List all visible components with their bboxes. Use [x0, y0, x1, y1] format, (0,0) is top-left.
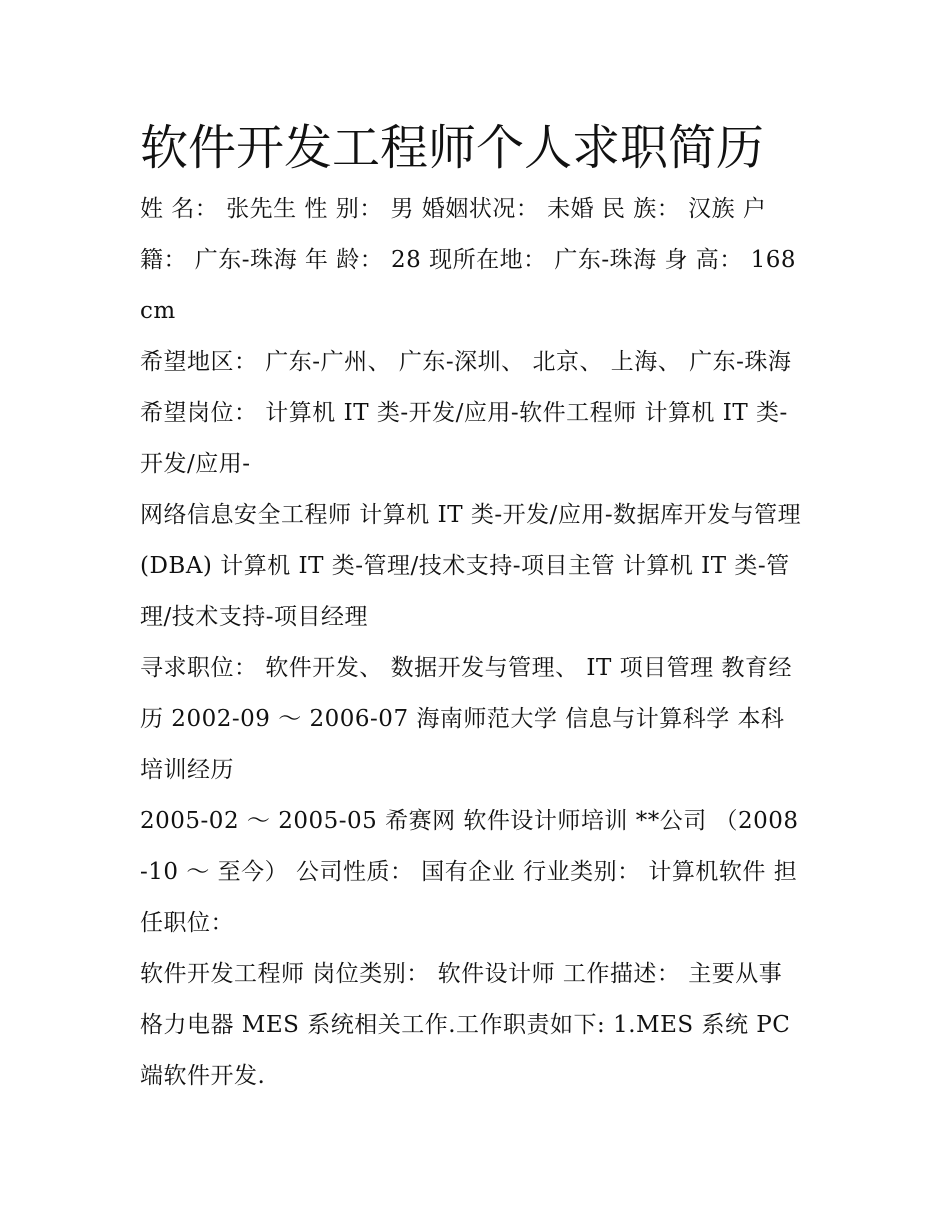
- document-content: [140, 112, 805, 1102]
- paragraph-training-company: 2005-02 ～ 2005-05 希赛网 软件设计师培训 **公司 （2008-10 ～ 至今） 公司性质： 国有企业 行业类别： 计算机软件 担任职位：: [140, 808, 799, 936]
- paragraph-job-description: 软件开发工程师 岗位类别： 软件设计师 工作描述： 主要从事格力电器 MES 系统相关工作.工作职责如下: 1.MES 系统 PC 端软件开发.: [140, 961, 791, 1089]
- paragraph-personal-info: 姓 名： 张先生 性 别： 男 婚姻状况： 未婚 民 族： 汉族 户籍： 广东-珠海 年 龄： 28 现所在地： 广东-珠海 身 高： 168cm: [140, 196, 797, 324]
- paragraph-desired-location: 希望地区： 广东-广州、 广东-深圳、 北京、 上海、 广东-珠海 希望岗位： 计算机 IT 类-开发/应用-软件工程师 计算机 IT 类-开发/应用-: [140, 349, 792, 477]
- document-title: 软件开发工程师个人求职简历: [140, 120, 765, 176]
- paragraph-desired-positions: 网络信息安全工程师 计算机 IT 类-开发/应用-数据库开发与管理(DBA) 计算机 IT 类-管理/技术支持-项目主管 计算机 IT 类-管理/技术支持-项目经理: [140, 502, 802, 630]
- paragraph-job-sought-education: 寻求职位： 软件开发、 数据开发与管理、 IT 项目管理 教育经历 2002-09 ～ 2006-07 海南师范大学 信息与计算科学 本科 培训经历: [140, 655, 792, 783]
